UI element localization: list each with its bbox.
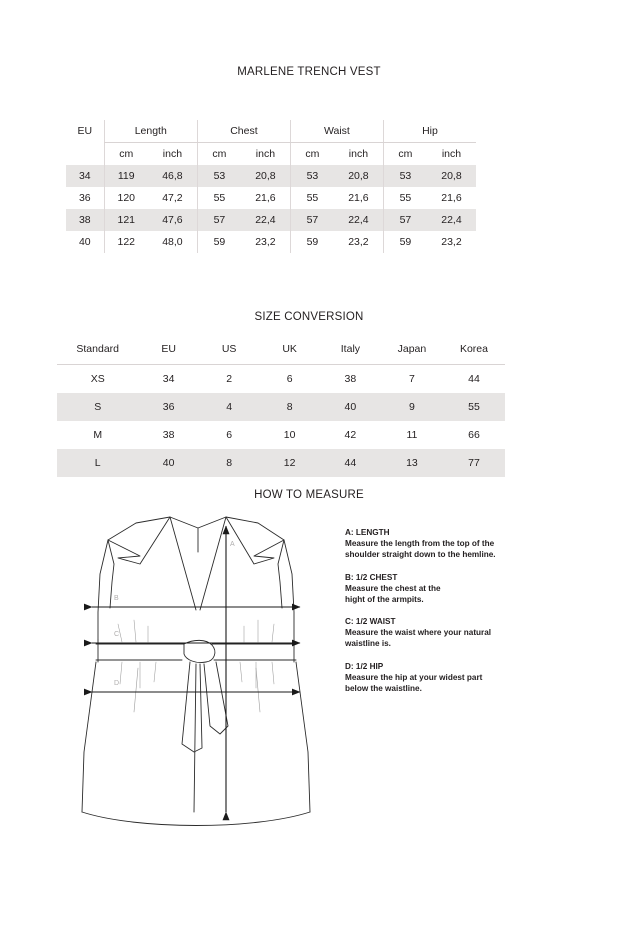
conv-cell-eu: 36 — [138, 393, 199, 421]
group-header-eu: EU — [77, 125, 93, 138]
arrow-label-waist: C — [114, 631, 120, 638]
instruction-line-2: shoulder straight down to the hemline. — [345, 549, 496, 559]
conv-header-uk: UK — [259, 334, 320, 365]
cell-chest-cm: 59 — [197, 231, 240, 253]
cell-eu: 38 — [66, 209, 104, 231]
cell-length-inch: 47,2 — [162, 192, 183, 204]
instruction-line-1: Measure the length from the top of the — [345, 538, 495, 548]
conv-cell-eu: 38 — [162, 429, 175, 441]
group-header-length: Length — [104, 120, 197, 143]
conv-cell-italy: 44 — [320, 449, 381, 477]
cell-length-cm: 122 — [104, 231, 148, 253]
cell-waist-cm: 55 — [290, 187, 333, 209]
measurements-table — [66, 120, 476, 253]
table-row — [66, 231, 476, 253]
cell-hip-cm: 57 — [383, 209, 426, 231]
conv-cell-standard: XS — [90, 373, 105, 385]
conv-header-standard: Standard — [57, 334, 138, 365]
conv-cell-italy: 38 — [344, 373, 357, 385]
instruction-length — [345, 528, 555, 561]
cell-chest-inch: 20,8 — [241, 165, 291, 187]
measure-instructions — [345, 528, 555, 695]
conv-cell-standard: L — [57, 449, 138, 477]
conv-cell-italy: 42 — [344, 429, 357, 441]
table-row — [57, 393, 505, 421]
arrow-label-chest: B — [114, 595, 119, 602]
conv-cell-eu: 34 — [162, 373, 175, 385]
cell-chest-cm: 57 — [197, 209, 240, 231]
unit-header-length-cm: cm — [104, 143, 148, 166]
cell-chest-inch: 23,2 — [255, 236, 276, 248]
cell-hip-cm: 55 — [383, 187, 426, 209]
group-header-waist: Waist — [290, 120, 383, 143]
cell-hip-inch: 23,2 — [441, 236, 462, 248]
size-conversion-table-container — [57, 334, 505, 477]
unit-header-waist-cm: cm — [290, 143, 333, 166]
conv-cell-japan: 7 — [409, 373, 415, 385]
instruction-label: C: 1/2 WAIST — [345, 617, 396, 627]
unit-header-waist-inch: inch — [348, 148, 369, 160]
conv-cell-us: 6 — [226, 429, 233, 441]
conv-cell-standard: S — [57, 393, 138, 421]
cell-length-inch: 48,0 — [162, 236, 183, 248]
table-unit-header-row — [66, 143, 476, 166]
conv-cell-uk: 12 — [259, 449, 320, 477]
cell-length-cm: 120 — [104, 187, 148, 209]
instruction-label: D: 1/2 HIP — [345, 662, 384, 672]
cell-hip-cm: 53 — [383, 165, 426, 187]
vest-outline — [82, 517, 310, 826]
cell-hip-cm: 59 — [383, 231, 426, 253]
cell-chest-cm: 53 — [197, 165, 240, 187]
page-title: MARLENE TRENCH VEST — [237, 66, 381, 78]
cell-waist-inch: 21,6 — [348, 192, 369, 204]
group-header-chest: Chest — [197, 120, 290, 143]
arrow-label-hip: D — [114, 680, 120, 687]
table-row — [57, 421, 505, 449]
table-row — [66, 187, 476, 209]
measurements-table-container — [66, 120, 476, 253]
conv-cell-us: 2 — [226, 373, 233, 385]
instruction-label: A: LENGTH — [345, 528, 390, 537]
cell-waist-inch: 22,4 — [334, 209, 384, 231]
conv-header-italy: Italy — [320, 334, 381, 365]
table-row — [57, 449, 505, 477]
table-row — [66, 209, 476, 231]
cell-length-inch: 47,6 — [148, 209, 198, 231]
conv-cell-japan: 11 — [406, 429, 418, 441]
instruction-waist — [345, 617, 555, 650]
conv-cell-korea: 44 — [468, 373, 480, 385]
instruction-line-2: hight of the armpits. — [345, 594, 424, 604]
cell-eu: 36 — [78, 192, 91, 204]
conv-cell-standard: M — [93, 429, 103, 441]
conv-header-eu: EU — [138, 334, 199, 365]
instruction-line-1: Measure the chest at the — [345, 583, 441, 593]
cell-eu: 40 — [78, 236, 91, 248]
cell-waist-cm: 59 — [290, 231, 333, 253]
cell-hip-inch: 22,4 — [427, 209, 476, 231]
cell-hip-inch: 20,8 — [427, 165, 476, 187]
arrow-label-length: A — [230, 541, 235, 548]
conv-header-japan: Japan — [381, 334, 443, 365]
cell-hip-inch: 21,6 — [441, 192, 462, 204]
unit-header-length-inch: inch — [162, 148, 183, 160]
size-conversion-title: SIZE CONVERSION — [254, 311, 364, 323]
conv-cell-uk: 6 — [286, 373, 293, 385]
cell-chest-cm: 55 — [197, 187, 240, 209]
conv-cell-korea: 55 — [443, 393, 505, 421]
size-conversion-table — [57, 334, 505, 477]
cell-length-inch: 46,8 — [148, 165, 198, 187]
instruction-line-2: below the waistline. — [345, 683, 422, 693]
cell-waist-inch: 20,8 — [334, 165, 384, 187]
conv-cell-korea: 66 — [468, 429, 480, 441]
conv-cell-italy: 40 — [320, 393, 381, 421]
instruction-hip — [345, 662, 555, 695]
table-row — [66, 165, 476, 187]
cell-eu: 34 — [66, 165, 104, 187]
cell-waist-cm: 57 — [290, 209, 333, 231]
table-row — [57, 365, 505, 394]
conv-cell-us: 8 — [199, 449, 260, 477]
instruction-line-2: waistline is. — [345, 639, 391, 649]
conv-cell-korea: 77 — [443, 449, 505, 477]
unit-header-chest-inch: inch — [255, 148, 276, 160]
conv-cell-eu: 40 — [138, 449, 199, 477]
conv-header-us: US — [199, 334, 260, 365]
instruction-label: B: 1/2 CHEST — [345, 572, 398, 582]
cell-chest-inch: 22,4 — [241, 209, 291, 231]
instruction-line-1: Measure the waist where your natural — [345, 628, 492, 638]
cell-length-cm: 119 — [104, 165, 148, 187]
instruction-chest — [345, 573, 555, 606]
how-to-measure-title: HOW TO MEASURE — [254, 489, 364, 501]
conversion-header-row — [57, 334, 505, 365]
unit-header-blank — [66, 143, 104, 166]
conv-cell-us: 4 — [199, 393, 260, 421]
conv-cell-japan: 9 — [381, 393, 443, 421]
conv-cell-japan: 13 — [381, 449, 443, 477]
conv-cell-uk: 8 — [259, 393, 320, 421]
group-header-hip: Hip — [383, 120, 476, 143]
unit-header-chest-cm: cm — [197, 143, 240, 166]
conv-header-korea: Korea — [443, 334, 505, 365]
conv-cell-uk: 10 — [283, 429, 296, 441]
cell-waist-cm: 53 — [290, 165, 333, 187]
table-group-header-row — [66, 120, 476, 143]
instruction-line-1: Measure the hip at your widest part — [345, 673, 483, 683]
cell-length-cm: 121 — [104, 209, 148, 231]
unit-header-hip-cm: cm — [383, 143, 426, 166]
cell-chest-inch: 21,6 — [255, 192, 276, 204]
unit-header-hip-inch: inch — [441, 148, 462, 160]
garment-illustration — [78, 512, 328, 872]
cell-waist-inch: 23,2 — [348, 236, 369, 248]
